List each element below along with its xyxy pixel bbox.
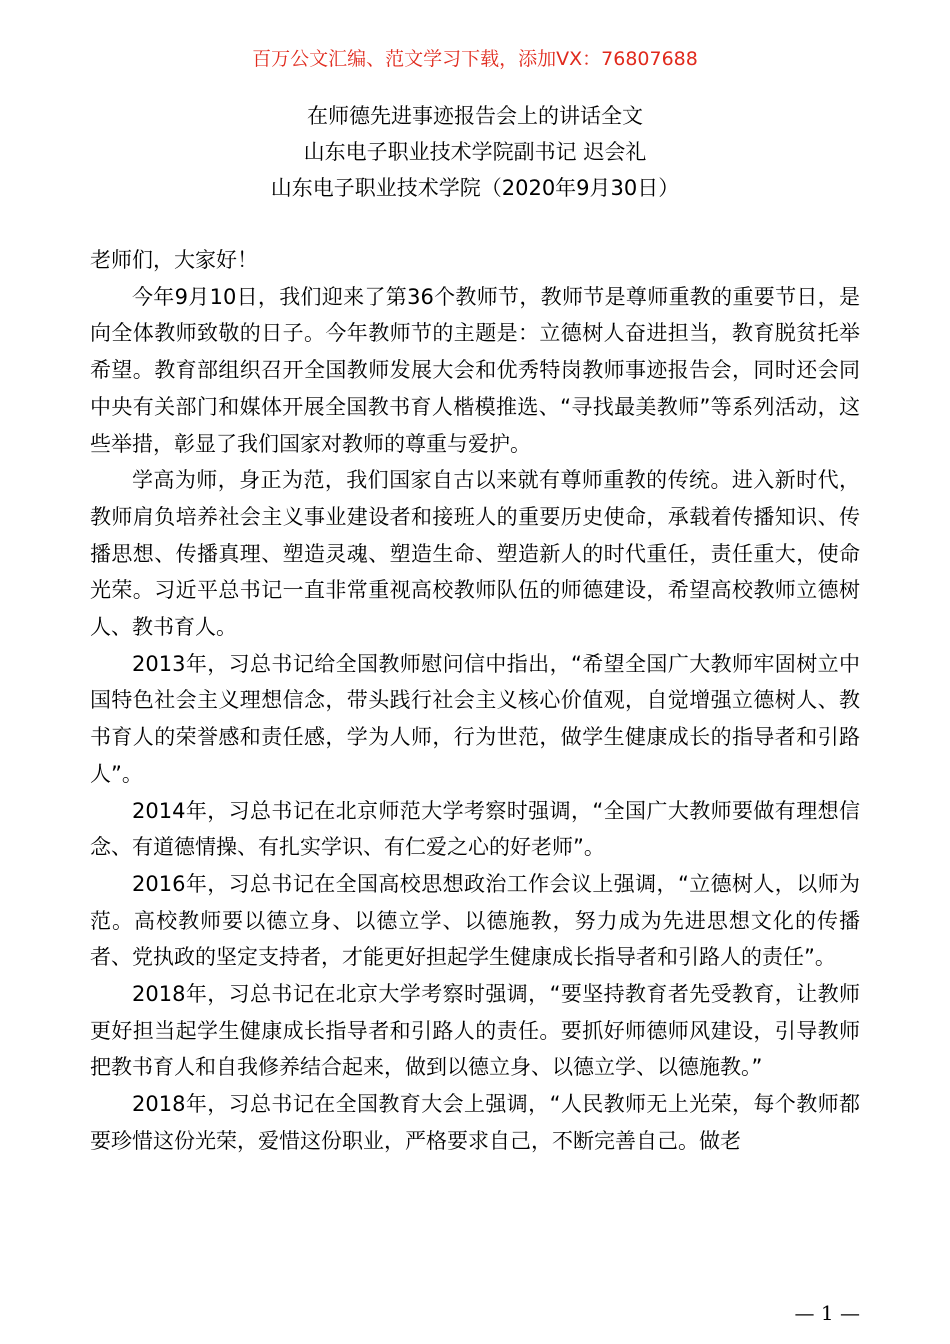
body-paragraph: 2016年，习总书记在全国高校思想政治工作会议上强调，“立德树人，以师为范。高校教师要以德立身、以德立学、以德施教，努力成为先进思想文化的传播者、党执政的坚定支持者，才能更好担起学生健康成长指导者和引路人的责任”。 <box>90 871 860 970</box>
body-paragraph: 今年9月10日，我们迎来了第36个教师节，教师节是尊师重教的重要节日，是向全体教师致敬的日子。今年教师节的主题是：立德树人奋进担当，教育脱贫托举希望。教育部组织召开全国教师发展大会和优秀特岗教师事迹报告会，同时还会同中央有关部门和媒体开展全国教书育人楷模推选、“寻找最美教师”等系列活动，这些举措，彰显了我们国家对教师的尊重与爱护。 <box>90 284 860 456</box>
speech-title: 在师德先进事迹报告会上的讲话全文 <box>307 104 643 128</box>
promo-banner: 百万公文汇编、范文学习下载，添加VX：76807688 <box>252 48 698 70</box>
date-line: 山东电子职业技术学院（2020年9月30日） <box>270 176 680 200</box>
greeting-paragraph: 老师们，大家好！ <box>90 248 258 272</box>
body-paragraph: 2018年，习总书记在北京大学考察时强调，“要坚持教育者先受教育，让教师更好担当起学生健康成长指导者和引路人的责任。要抓好师德师风建设，引导教师把教书育人和自我修养结合起来，做到以德立身、以德立学、以德施教。” <box>90 982 860 1080</box>
body-paragraph: 2013年，习总书记给全国教师慰问信中指出，“希望全国广大教师牢固树立中国特色社会主义理想信念，带头践行社会主义核心价值观，自觉增强立德树人、教书育人的荣誉感和责任感，学为人师，行为世范，做学生健康成长的指导者和引路人”。 <box>90 651 860 786</box>
body-paragraph: 学高为师，身正为范，我们国家自古以来就有尊师重教的传统。进入新时代，教师肩负培养社会主义事业建设者和接班人的重要历史使命，承载着传播知识、传播思想、传播真理、塑造灵魂、塑造生命、塑造新人的时代重任，责任重大，使命光荣。习近平总书记一直非常重视高校教师队伍的师德建设，希望高校教师立德树人、教书育人。 <box>90 468 860 640</box>
speaker-line: 山东电子职业技术学院副书记 迟会礼 <box>303 140 647 164</box>
speech-body <box>90 242 860 1160</box>
body-paragraph: 2018年，习总书记在全国教育大会上强调，“人民教师无上光荣，每个教师都要珍惜这份光荣，爱惜这份职业，严格要求自己，不断完善自己。做老 <box>90 1092 860 1153</box>
body-paragraph: 2014年，习总书记在北京师范大学考察时强调，“全国广大教师要做有理想信念、有道德情操、有扎实学识、有仁爱之心的好老师”。 <box>90 798 860 860</box>
page-number: — 1 — <box>794 1301 860 1325</box>
document-title-block <box>0 98 950 206</box>
